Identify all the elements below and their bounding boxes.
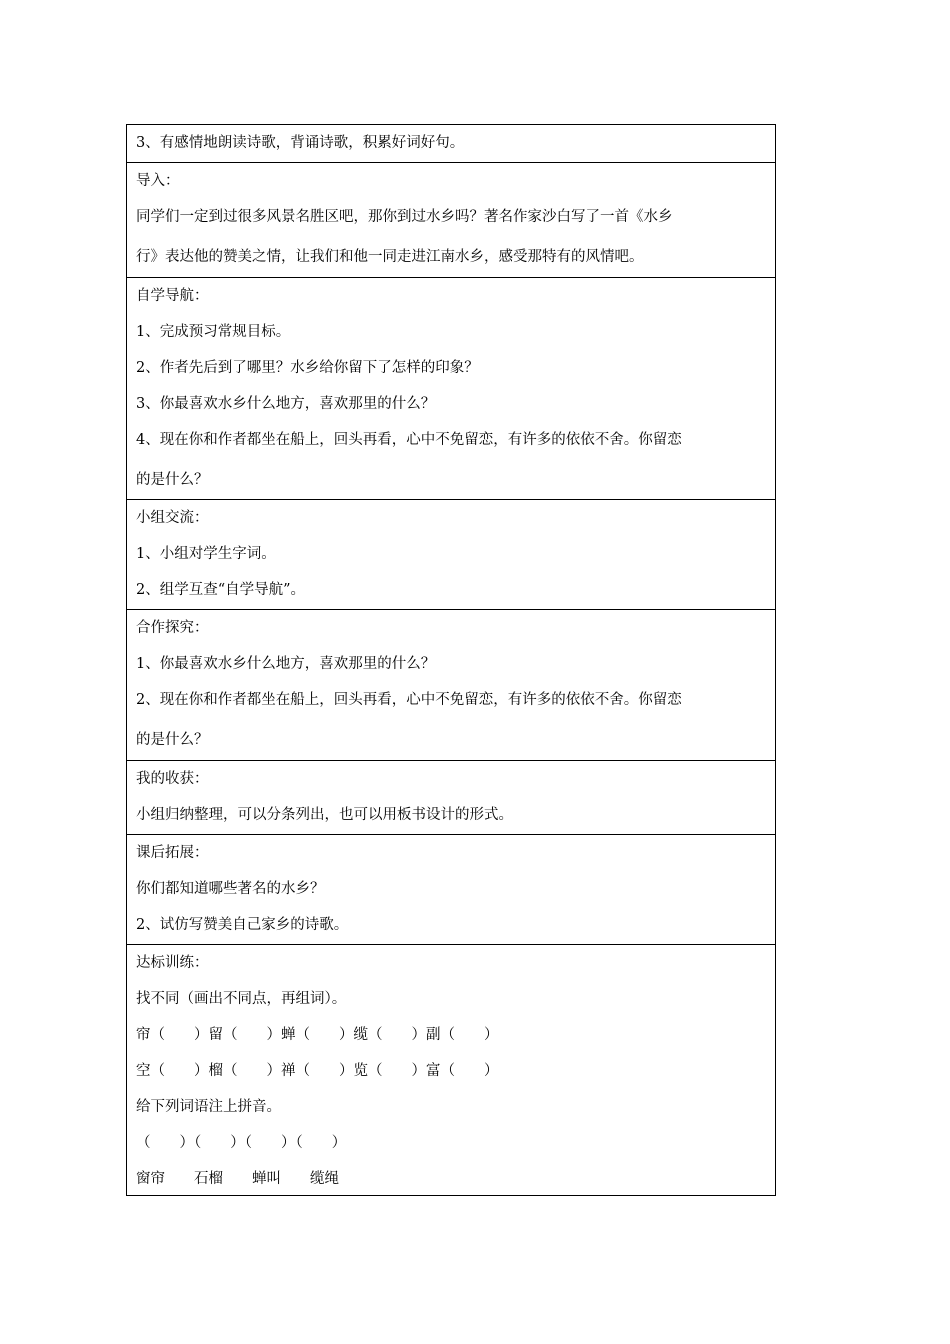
intro-line-2: 行》表达他的赞美之情，让我们和他一同走进江南水乡，感受那特有的风情吧。: [136, 249, 644, 265]
intro-row: [127, 163, 776, 278]
extension-row: [127, 835, 776, 945]
intro-line-1: 同学们一定到过很多风景名胜区吧，那你到过水乡吗？著名作家沙白写了一首《水乡: [136, 209, 673, 225]
gains-heading: 我的收获：: [136, 771, 209, 787]
objective-3: 3、有感情地朗读诗歌，背诵诗歌，积累好词好句。: [136, 135, 465, 151]
self-study-item-1: 1、完成预习常规目标。: [136, 324, 291, 340]
training-heading: 达标训练：: [136, 955, 209, 971]
group-item-1: 1、小组对学生字词。: [136, 546, 276, 562]
extension-item-2: 2、试仿写赞美自己家乡的诗歌。: [136, 917, 349, 933]
lesson-plan-sheet: [126, 124, 776, 1196]
self-study-heading: 自学导航：: [136, 288, 209, 304]
self-study-item-3: 3、你最喜欢水乡什么地方，喜欢那里的什么？: [136, 396, 436, 412]
self-study-cell: [127, 278, 776, 500]
training-row-1: 帘（ ）留（ ）蝉（ ）缆（ ）副（ ）: [136, 1027, 499, 1043]
group-row: [127, 500, 776, 610]
self-study-item-2: 2、作者先后到了哪里？水乡给你留下了怎样的印象？: [136, 360, 479, 376]
inquiry-item-2: 2、现在你和作者都坐在船上，回头再看，心中不免留恋，有许多的依依不舍。你留恋: [136, 692, 682, 708]
self-study-item-4-cont: 的是什么？: [136, 472, 209, 488]
inquiry-heading: 合作探究：: [136, 620, 209, 636]
group-heading: 小组交流：: [136, 510, 209, 526]
inquiry-row: [127, 610, 776, 761]
group-cell: [127, 500, 776, 610]
inquiry-item-2-cont: 的是什么？: [136, 732, 209, 748]
inquiry-item-1: 1、你最喜欢水乡什么地方，喜欢那里的什么？: [136, 656, 436, 672]
objective-cell: [127, 125, 776, 163]
training-cell: [127, 945, 776, 1196]
training-row: [127, 945, 776, 1196]
intro-heading: 导入：: [136, 173, 180, 189]
lesson-plan-table: [126, 124, 776, 1196]
intro-cell: [127, 163, 776, 278]
extension-item-1: 你们都知道哪些著名的水乡？: [136, 881, 325, 897]
self-study-row: [127, 278, 776, 500]
training-task-2: 给下列词语注上拼音。: [136, 1099, 281, 1115]
gains-text: 小组归纳整理，可以分条列出，也可以用板书设计的形式。: [136, 807, 513, 823]
training-row-2: 空（ ）榴（ ）禅（ ）览（ ）富（ ）: [136, 1063, 499, 1079]
gains-cell: [127, 761, 776, 835]
objective-row: [127, 125, 776, 163]
pinyin-words: 窗帘 石榴 蝉叫 缆绳: [136, 1171, 339, 1187]
self-study-item-4: 4、现在你和作者都坐在船上，回头再看，心中不免留恋，有许多的依依不舍。你留恋: [136, 432, 682, 448]
inquiry-cell: [127, 610, 776, 761]
extension-cell: [127, 835, 776, 945]
gains-row: [127, 761, 776, 835]
extension-heading: 课后拓展：: [136, 845, 209, 861]
pinyin-blanks: （ ）（ ）（ ）（ ）: [136, 1135, 347, 1151]
training-task-1: 找不同（画出不同点，再组词）。: [136, 991, 347, 1007]
group-item-2: 2、组学互查“自学导航”。: [136, 582, 306, 598]
